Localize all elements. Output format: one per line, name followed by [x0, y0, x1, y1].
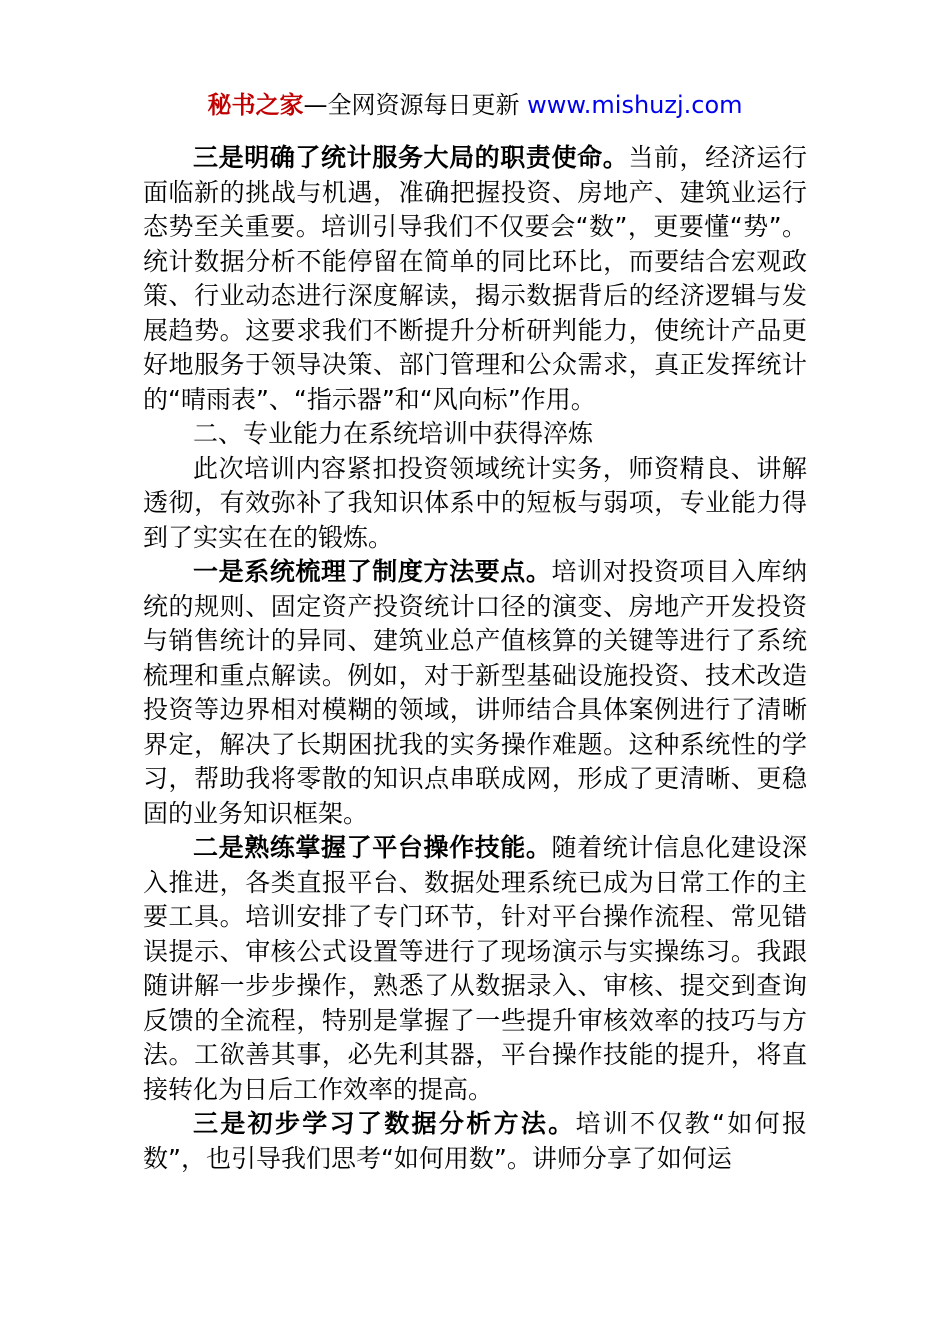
- paragraph-text: 随着统计信息化建设深入推进，各类直报平台、数据处理系统已成为日常工作的主要工具。培训安排了专门环节，针对平台操作流程、常见错误提示、审核公式设置等进行了现场演示与实操练习。我跟随讲解一步步操作，熟悉了从数据录入、审核、提交到查询反馈的全流程，特别是掌握了一些提升审核效率的技巧与方法。工欲善其事，必先利其器，平台操作技能的提升，将直接转化为日后工作效率的提高。: [143, 833, 807, 1104]
- paragraph: [143, 1107, 807, 1176]
- paragraph-lead: 二是熟练掌握了平台操作技能。: [193, 833, 552, 862]
- section-heading: [143, 417, 807, 452]
- paragraph-lead: 三是明确了统计服务大局的职责使命。: [193, 143, 629, 172]
- paragraph: [143, 831, 807, 1107]
- section-heading-text: 二、专业能力在系统培训中获得淬炼: [193, 419, 594, 448]
- paragraph: [143, 452, 807, 556]
- paragraph-text: 培训对投资项目入库纳统的规则、固定资产投资统计口径的演变、房地产开发投资与销售统计的异同、建筑业总产值核算的关键等进行了系统梳理和重点解读。例如，对于新型基础设施投资、技术改造投资等边界相对模糊的领域，讲师结合具体案例进行了清晰界定，解决了长期困扰我的实务操作难题。这种系统性的学习，帮助我将零散的知识点串联成网，形成了更清晰、更稳固的业务知识框架。: [143, 557, 807, 828]
- site-url-link[interactable]: www.mishuzj.com: [527, 91, 743, 119]
- paragraph: [143, 141, 807, 417]
- paragraph: [143, 555, 807, 831]
- paragraph-text: 当前，经济运行面临新的挑战与机遇，准确把握投资、房地产、建筑业运行态势至关重要。培训引导我们不仅要会“数”，更要懂“势”。统计数据分析不能停留在简单的同比环比，而要结合宏观政策、行业动态进行深度解读，揭示数据背后的经济逻辑与发展趋势。这要求我们不断提升分析研判能力，使统计产品更好地服务于领导决策、部门管理和公众需求，真正发挥统计的“晴雨表”、“指示器”和“风向标”作用。: [143, 143, 807, 414]
- site-header: [0, 88, 950, 122]
- paragraph-text: 培训不仅教“如何报数”，也引导我们思考“如何用数”。讲师分享了如何运: [143, 1109, 807, 1173]
- document-body: [143, 141, 807, 1176]
- paragraph-lead: 三是初步学习了数据分析方法。: [193, 1109, 576, 1138]
- paragraph-lead: 一是系统梳理了制度方法要点。: [193, 557, 552, 586]
- paragraph-text: 此次培训内容紧扣投资领域统计实务，师资精良、讲解透彻，有效弥补了我知识体系中的短板与弱项，专业能力得到了实实在在的锻炼。: [143, 453, 807, 552]
- site-brand: 秘书之家: [207, 91, 304, 119]
- site-tagline: —全网资源每日更新: [303, 91, 520, 119]
